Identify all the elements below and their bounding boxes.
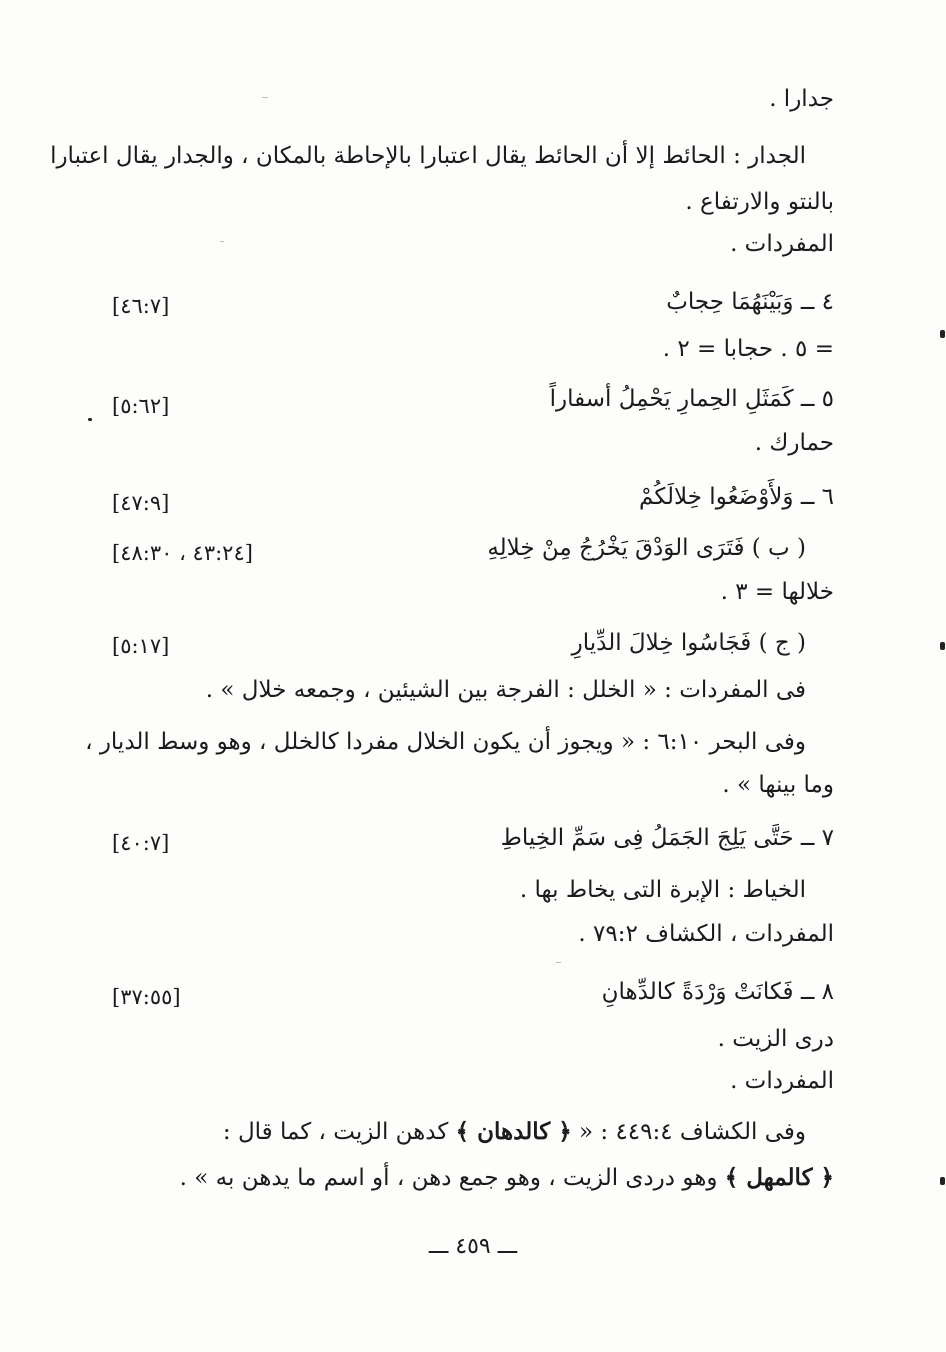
verse-line: ( ب ) فَتَرَى الوَدْقَ يَخْرُجُ مِنْ خِلالِهِ — [487, 535, 806, 561]
scan-speck — [220, 241, 224, 242]
verse-reference: [٤٠:٧] — [112, 831, 170, 855]
text-line: وما بينها » . — [722, 772, 834, 798]
text-line: جدارا . — [769, 86, 834, 112]
quote-line: فى المفردات : « الخلل : الفرجة بين الشيئين ، وجمعه خلال » . — [205, 677, 806, 703]
quote-text: وهو دردى الزيت ، وهو جمع دهن ، أو اسم ما يدهن به » . — [179, 1165, 718, 1191]
verse-line: ٤ ــ وَبَيْنَهُمَا حِجابٌ — [666, 289, 834, 315]
text-line: درى الزيت . — [717, 1026, 834, 1052]
text-line: = ٥ . حجابا = ٢ . — [662, 336, 834, 362]
verse-line: ٥ ــ كَمَثَلِ الحِمارِ يَحْمِلُ أسفاراً — [549, 386, 834, 412]
verse-line: ٦ ــ وَلأَوْضَعُوا خِلالَكُمْ — [639, 484, 834, 510]
quran-word: ﴿ كالدهان ﴾ — [455, 1118, 572, 1145]
scan-mark — [940, 1177, 945, 1185]
scan-speck — [262, 97, 268, 98]
source-note: المفردات . — [730, 1068, 834, 1094]
text-line: الخياط : الإبرة التى يخاط بها . — [519, 877, 806, 903]
quote-line: وفى البحر ٦:١٠ : « ويجوز أن يكون الخلال مفردا كالخلل ، وهو وسط الديار ، — [85, 729, 806, 755]
verse-reference: [٤٦:٧] — [112, 294, 170, 318]
scan-mark — [88, 418, 92, 421]
verse-reference: [٣٧:٥٥] — [112, 985, 181, 1009]
verse-line: ٨ ــ فَكانَتْ وَرْدَةً كالدِّهانِ — [601, 979, 834, 1005]
scan-mark — [940, 330, 945, 338]
source-note: المفردات ، الكشاف ٧٩:٢ . — [578, 921, 834, 947]
source-note: المفردات . — [730, 231, 834, 257]
quran-word: ﴿ كالمهل ﴾ — [724, 1164, 834, 1191]
text-line: خلالها = ٣ . — [720, 579, 834, 605]
verse-line: ( ج ) فَجَاسُوا خِلالَ الدِّيارِ — [571, 630, 806, 656]
scan-mark — [940, 642, 945, 650]
scan-speck — [556, 962, 561, 963]
page-number: ـــ ٤٥٩ ـــ — [428, 1234, 518, 1259]
verse-reference: [٤٣:٢٤ ، ٤٨:٣٠] — [112, 541, 253, 565]
quote-line — [223, 1117, 806, 1147]
verse-line: ٧ ــ حَتَّى يَلِجَ الجَمَلُ فِى سَمِّ الخِياطِ — [500, 825, 834, 851]
quote-text: كدهن الزيت ، كما قال : — [222, 1119, 449, 1145]
verse-reference: [٥:١٧] — [112, 634, 170, 658]
verse-reference: [٤٧:٩] — [112, 491, 170, 515]
quote-text: وفى الكشاف ٤٤٩:٤ : « — [579, 1119, 806, 1145]
verse-reference: [٥:٦٢] — [112, 394, 170, 418]
text-line: حمارك . — [754, 430, 834, 456]
text-line: بالنتو والارتفاع . — [685, 189, 834, 215]
quote-line — [180, 1163, 834, 1193]
paragraph-line: الجدار : الحائط إلا أن الحائط يقال اعتبارا بالإحاطة بالمكان ، والجدار يقال اعتبارا — [50, 143, 806, 169]
